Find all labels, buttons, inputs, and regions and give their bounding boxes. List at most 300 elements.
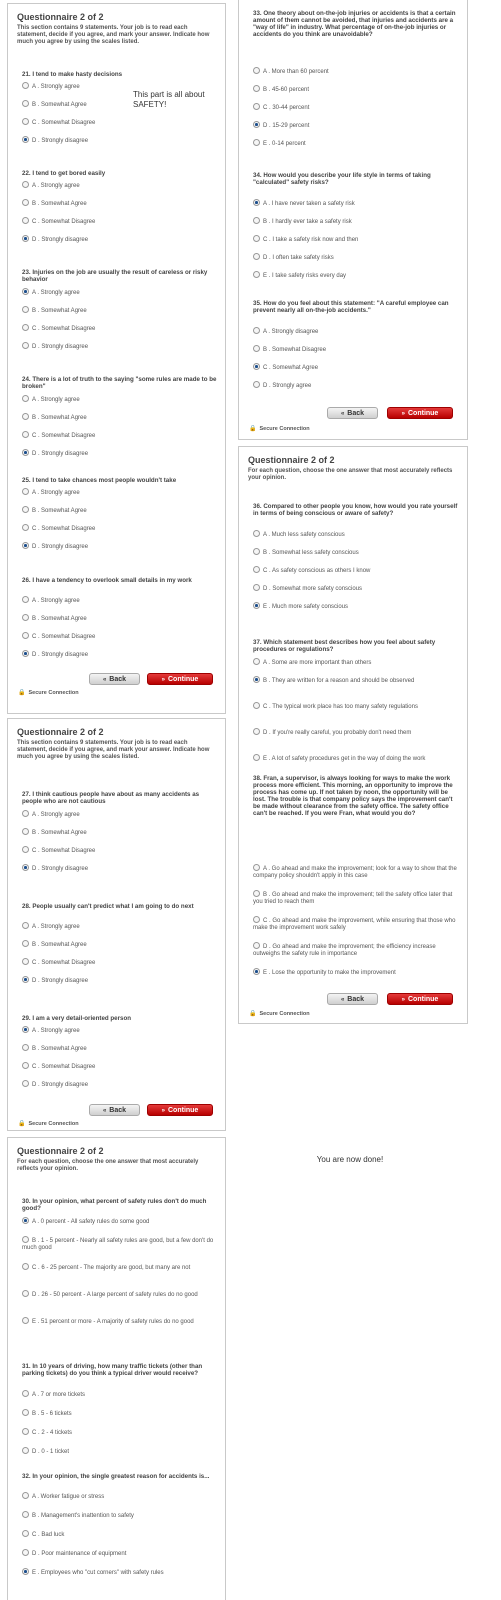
- option-label: D . Strongly disagree: [32, 237, 89, 244]
- radio-button[interactable]: [22, 1511, 29, 1518]
- secure-connection: 🔒 Secure Connection: [18, 690, 79, 696]
- question-text: 38. Fran, a supervisor, is always looking for ways to make the work process more efficient. This morning, an opportunity to improve the process has come up. If not taken by noon, the opportunity will be lost. The trouble is that company policy says the improvement can't be made without clearance from the safety office. The safety office can't be reached. If you were Fran, what would you do?: [253, 775, 453, 817]
- radio-button[interactable]: [253, 67, 260, 74]
- option-label: C . Somewhat Disagree: [32, 526, 96, 533]
- radio-button[interactable]: [22, 1568, 29, 1575]
- option-label: B . Somewhat Disagree: [263, 347, 327, 354]
- answer-option[interactable]: [22, 137, 219, 145]
- radio-button[interactable]: [22, 1290, 29, 1297]
- answer-option[interactable]: [22, 1569, 219, 1577]
- answer-option[interactable]: [253, 218, 461, 226]
- answer-option[interactable]: [253, 272, 461, 280]
- option-label: D . Strongly disagree: [32, 1082, 89, 1089]
- option-label: C . 30-44 percent: [263, 105, 310, 112]
- question-text: 22. I tend to get bored easily: [22, 170, 106, 177]
- answer-option[interactable]: [253, 703, 461, 711]
- radio-button[interactable]: [22, 1428, 29, 1435]
- radio-button[interactable]: [22, 596, 29, 603]
- back-button[interactable]: « Back: [89, 1104, 140, 1116]
- answer-option[interactable]: [22, 414, 219, 422]
- safety-note: This part is all about SAFETY!: [133, 90, 205, 109]
- radio-button[interactable]: [22, 488, 29, 495]
- option-label: A . Some are more important than others: [263, 660, 372, 667]
- radio-button[interactable]: [253, 85, 260, 92]
- back-button[interactable]: « Back: [327, 407, 378, 419]
- continue-button[interactable]: » Continue: [147, 1104, 213, 1116]
- question-p1-5: [22, 577, 219, 659]
- option-label: B . Somewhat Agree: [32, 102, 87, 109]
- option-label: A . Strongly agree: [32, 924, 80, 931]
- question-p3-1: [22, 1363, 219, 1456]
- radio-button[interactable]: [22, 1062, 29, 1069]
- radio-button[interactable]: [22, 1236, 29, 1243]
- answer-option[interactable]: [22, 847, 219, 855]
- option-label: B . Somewhat Agree: [32, 830, 87, 837]
- done-message: You are now done!: [316, 1155, 384, 1164]
- radio-button[interactable]: [22, 395, 29, 402]
- answer-option[interactable]: [22, 1512, 219, 1520]
- question-text: 33. One theory about on-the-job injuries or accidents is that a certain amount of them cannot be avoided, that injuries and accidents are a "way of life" in industry. What percentage of on-the-job injuries or accidents do you think are unavoidable?: [253, 10, 456, 38]
- radio-button[interactable]: [22, 1026, 29, 1033]
- option-label: D . Strongly disagree: [32, 866, 89, 873]
- question-text: 31. In 10 years of driving, how many traffic tickets (other than parking tickets) do you think a typical driver would receive?: [22, 1363, 203, 1377]
- answer-option[interactable]: [253, 346, 461, 354]
- radio-button[interactable]: [253, 530, 260, 537]
- answer-option[interactable]: [22, 633, 219, 641]
- question-text: 28. People usually can't predict what I am going to do next: [22, 903, 194, 910]
- radio-button[interactable]: [22, 1409, 29, 1416]
- radio-button[interactable]: [22, 524, 29, 531]
- option-label: C . Bad luck: [32, 1532, 65, 1539]
- chevron-right-icon: »: [401, 997, 405, 1003]
- question-text: 26. I have a tendency to overlook small details in my work: [22, 577, 192, 584]
- radio-button[interactable]: [22, 1317, 29, 1324]
- answer-option[interactable]: [253, 677, 461, 685]
- answer-option[interactable]: [22, 959, 219, 967]
- option-label: A . Strongly agree: [32, 290, 80, 297]
- radio-button[interactable]: [253, 658, 260, 665]
- option-label: B . Management's inattention to safety: [32, 1513, 134, 1520]
- secure-connection: 🔒 Secure Connection: [249, 426, 310, 432]
- panel-title: Questionnaire 2 of 2: [248, 455, 335, 465]
- answer-option[interactable]: [253, 531, 461, 539]
- radio-button[interactable]: [253, 121, 260, 128]
- radio-button[interactable]: [253, 253, 260, 260]
- option-label: B . Somewhat Agree: [32, 616, 87, 623]
- answer-option[interactable]: [22, 1429, 219, 1437]
- question-p3-2: [22, 1473, 219, 1577]
- option-label: A . Worker fatigue or stress: [32, 1494, 105, 1501]
- answer-option[interactable]: [253, 865, 461, 880]
- answer-option[interactable]: [253, 382, 461, 390]
- answer-option[interactable]: [253, 943, 461, 958]
- question-p1-4: [22, 477, 219, 551]
- radio-button[interactable]: [22, 846, 29, 853]
- option-label: A . Go ahead and make the improvement; look for a way to show that the company policy shouldn't apply in this case: [253, 866, 457, 880]
- answer-option[interactable]: [22, 450, 219, 458]
- radio-button[interactable]: [253, 890, 260, 897]
- chevron-left-icon: «: [102, 677, 107, 683]
- answer-option[interactable]: [253, 585, 461, 593]
- option-label: B . I hardly ever take a safety risk: [263, 219, 352, 226]
- answer-option[interactable]: [22, 507, 219, 515]
- answer-option[interactable]: [22, 218, 219, 226]
- answer-option[interactable]: [22, 182, 219, 190]
- option-label: C . Somewhat Disagree: [32, 1064, 96, 1071]
- option-label: A . Strongly agree: [32, 598, 80, 605]
- option-label: D . If you're really careful, you probably don't need them: [263, 730, 412, 737]
- secure-connection: 🔒 Secure Connection: [18, 1121, 79, 1127]
- answer-option[interactable]: [22, 811, 219, 819]
- radio-button[interactable]: [253, 103, 260, 110]
- continue-button[interactable]: » Continue: [387, 407, 453, 419]
- radio-button[interactable]: [22, 136, 29, 143]
- option-label: A . 7 or more tickets: [32, 1392, 86, 1399]
- lock-icon: 🔒: [18, 690, 26, 696]
- option-label: A . Strongly agree: [32, 397, 80, 404]
- answer-option[interactable]: [22, 1448, 219, 1456]
- answer-option[interactable]: [22, 200, 219, 208]
- back-button[interactable]: « Back: [327, 993, 378, 1005]
- option-label: A . I have never taken a safety risk: [263, 201, 355, 208]
- answer-option[interactable]: [253, 122, 461, 130]
- answer-option[interactable]: [22, 1081, 219, 1089]
- answer-option[interactable]: [253, 659, 461, 667]
- radio-button[interactable]: [22, 181, 29, 188]
- option-label: D . Strongly disagree: [32, 652, 89, 659]
- radio-button[interactable]: [253, 271, 260, 278]
- question-p4-1: [253, 172, 461, 280]
- answer-option[interactable]: [22, 489, 219, 497]
- radio-button[interactable]: [253, 363, 260, 370]
- answer-option[interactable]: [253, 969, 461, 977]
- option-label: A . Strongly agree: [32, 812, 80, 819]
- radio-button[interactable]: [253, 566, 260, 573]
- question-p1-1: [22, 170, 219, 244]
- radio-button[interactable]: [22, 306, 29, 313]
- option-label: A . Strongly agree: [32, 84, 80, 91]
- option-label: B . Somewhat Agree: [32, 201, 87, 208]
- option-label: E . A lot of safety procedures get in the way of doing the work: [263, 756, 426, 763]
- radio-button[interactable]: [253, 728, 260, 735]
- option-label: C . 2 - 4 tickets: [32, 1430, 73, 1437]
- option-label: C . As safety conscious as others I know: [263, 568, 371, 575]
- questionnaire-panel-1: [7, 3, 226, 714]
- answer-option[interactable]: [253, 917, 461, 932]
- panel-intro: This section contains 9 statements. Your job is to read each statement, decide if you agree, and mark your answer. Indicate how much you agree by using the scales listed.: [17, 740, 210, 760]
- question-p2-0: [22, 791, 219, 873]
- option-label: B . 5 - 6 tickets: [32, 1411, 72, 1418]
- radio-button[interactable]: [253, 584, 260, 591]
- option-label: B . 45-60 percent: [263, 87, 310, 94]
- answer-option[interactable]: [22, 1391, 219, 1399]
- option-label: A . Strongly agree: [32, 183, 80, 190]
- answer-option[interactable]: [22, 325, 219, 333]
- answer-option[interactable]: [22, 1045, 219, 1053]
- option-label: B . They are written for a reason and should be observed: [263, 678, 415, 685]
- option-label: B . Go ahead and make the improvement; tell the safety office later that you tried to reach them: [253, 892, 453, 906]
- radio-button[interactable]: [22, 632, 29, 639]
- answer-option[interactable]: [22, 1410, 219, 1418]
- question-p4-0: [253, 10, 461, 148]
- radio-button[interactable]: [22, 199, 29, 206]
- option-label: B . Somewhat Agree: [32, 415, 87, 422]
- radio-button[interactable]: [253, 327, 260, 334]
- radio-button[interactable]: [22, 976, 29, 983]
- radio-button[interactable]: [253, 602, 260, 609]
- option-label: C . Somewhat Disagree: [32, 326, 96, 333]
- question-text: 30. In your opinion, what percent of safety rules don't do much good?: [22, 1198, 207, 1212]
- panel-intro-opinion: For each question, choose the one answer that most accurately reflects your opinion.: [248, 468, 453, 481]
- answer-option[interactable]: [22, 977, 219, 985]
- question-text: 27. I think cautious people have about as many accidents as people who are not cautious: [22, 791, 200, 805]
- option-label: C . Somewhat Disagree: [32, 848, 96, 855]
- answer-option[interactable]: [253, 86, 461, 94]
- continue-button[interactable]: » Continue: [147, 673, 213, 685]
- questionnaire-panel-3: [7, 1137, 226, 1600]
- question-text: 36. Compared to other people you know, how would you rate yourself in terms of being conscious or aware of safety?: [253, 503, 458, 517]
- answer-option[interactable]: [253, 104, 461, 112]
- radio-button[interactable]: [22, 118, 29, 125]
- radio-button[interactable]: [22, 1530, 29, 1537]
- question-text: 25. I tend to take chances most people wouldn't take: [22, 477, 177, 484]
- option-label: D . Strongly disagree: [32, 978, 89, 985]
- question-text: 29. I am a very detail-oriented person: [22, 1015, 132, 1022]
- answer-option[interactable]: [22, 597, 219, 605]
- chevron-right-icon: »: [161, 1108, 165, 1114]
- radio-button[interactable]: [253, 754, 260, 761]
- radio-button[interactable]: [22, 1263, 29, 1270]
- radio-button[interactable]: [22, 235, 29, 242]
- question-text: 32. In your opinion, the single greatest reason for accidents is...: [22, 1473, 210, 1480]
- answer-option[interactable]: [22, 119, 219, 127]
- radio-button[interactable]: [253, 702, 260, 709]
- radio-button[interactable]: [22, 82, 29, 89]
- question-text: 37. Which statement best describes how you feel about safety procedures or regulations?: [253, 639, 436, 653]
- radio-button[interactable]: [22, 864, 29, 871]
- chevron-left-icon: «: [102, 1108, 107, 1114]
- answer-option[interactable]: [22, 396, 219, 404]
- radio-button[interactable]: [253, 916, 260, 923]
- option-label: A . Strongly agree: [32, 490, 80, 497]
- panel-intro: This section contains 9 statements. Your job is to read each statement, decide if you agree, and mark your answer. Indicate how much you agree by using the scales listed.: [17, 25, 210, 45]
- radio-button[interactable]: [22, 828, 29, 835]
- question-p5-1: [253, 639, 461, 763]
- question-text: 35. How do you feel about this statement: "A careful employee can prevent nearly all on-the-job accidents.": [253, 300, 449, 314]
- radio-button[interactable]: [22, 324, 29, 331]
- answer-option[interactable]: [22, 543, 219, 551]
- answer-option[interactable]: [253, 729, 461, 737]
- radio-button[interactable]: [22, 1492, 29, 1499]
- answer-option[interactable]: [253, 755, 461, 763]
- answer-option[interactable]: [253, 140, 461, 148]
- answer-option[interactable]: [22, 829, 219, 837]
- radio-button[interactable]: [22, 431, 29, 438]
- answer-option[interactable]: [22, 432, 219, 440]
- option-label: D . Go ahead and make the improvement; the efficiency increase outweighs the safety rule in importance: [253, 944, 436, 958]
- secure-connection: 🔒 Secure Connection: [249, 1011, 310, 1017]
- answer-option[interactable]: [253, 328, 461, 336]
- option-label: C . Somewhat Disagree: [32, 219, 96, 226]
- answer-option[interactable]: [22, 651, 219, 659]
- option-label: E . Employees who "cut corners" with safety rules: [32, 1570, 164, 1577]
- radio-button[interactable]: [22, 217, 29, 224]
- answer-option[interactable]: [22, 525, 219, 533]
- question-text: 24. There is a lot of truth to the saying "some rules are made to be broken": [22, 376, 217, 390]
- answer-option[interactable]: [22, 307, 219, 315]
- option-label: C . Somewhat Disagree: [32, 433, 96, 440]
- radio-button[interactable]: [22, 958, 29, 965]
- option-label: D . I often take safety risks: [263, 255, 334, 262]
- panel-title: Questionnaire 2 of 2: [17, 12, 104, 22]
- option-label: C . Somewhat Disagree: [32, 634, 96, 641]
- panel-title: Questionnaire 2 of 2: [17, 1146, 104, 1156]
- radio-button[interactable]: [22, 1549, 29, 1556]
- radio-button[interactable]: [253, 381, 260, 388]
- answer-option[interactable]: [253, 891, 461, 906]
- option-label: D . Strongly disagree: [32, 544, 89, 551]
- option-label: E . I take safety risks every day: [263, 273, 347, 280]
- answer-option[interactable]: [253, 254, 461, 262]
- answer-option[interactable]: [22, 1318, 219, 1326]
- option-label: D . Strongly disagree: [32, 451, 89, 458]
- option-label: A . Much less safety conscious: [263, 532, 345, 539]
- radio-button[interactable]: [22, 1390, 29, 1397]
- continue-button[interactable]: » Continue: [387, 993, 453, 1005]
- option-label: A . More than 60 percent: [263, 69, 329, 76]
- question-text: 23. Injuries on the job are usually the result of careless or risky behavior: [22, 269, 208, 283]
- question-p3-0: [22, 1198, 219, 1326]
- option-label: D . 15-29 percent: [263, 123, 310, 130]
- answer-option[interactable]: [22, 1237, 219, 1252]
- radio-button[interactable]: [22, 542, 29, 549]
- radio-button[interactable]: [253, 548, 260, 555]
- radio-button[interactable]: [22, 413, 29, 420]
- answer-option[interactable]: [22, 1291, 219, 1299]
- questionnaire-panel-5: [238, 446, 468, 1024]
- panel-title: Questionnaire 2 of 2: [17, 727, 104, 737]
- radio-button[interactable]: [253, 864, 260, 871]
- option-label: B . Somewhat Agree: [32, 942, 87, 949]
- radio-button[interactable]: [22, 1447, 29, 1454]
- answer-option[interactable]: [22, 1531, 219, 1539]
- question-p4-2: [253, 300, 461, 390]
- lock-icon: 🔒: [249, 1011, 257, 1017]
- question-p2-1: [22, 903, 219, 985]
- panel-intro-opinion: For each question, choose the one answer that most accurately reflects your opinion.: [17, 1159, 199, 1172]
- radio-button[interactable]: [22, 1080, 29, 1087]
- option-label: B . Somewhat less safety conscious: [263, 550, 359, 557]
- option-label: D . Somewhat more safety conscious: [263, 586, 363, 593]
- back-button[interactable]: « Back: [89, 673, 140, 685]
- questionnaire-panel-4: [238, 0, 468, 440]
- radio-button[interactable]: [22, 1044, 29, 1051]
- option-label: D . Strongly disagree: [32, 138, 89, 145]
- radio-button[interactable]: [253, 968, 260, 975]
- answer-option[interactable]: [22, 923, 219, 931]
- radio-button[interactable]: [22, 342, 29, 349]
- option-label: C . The typical work place has too many safety regulations: [263, 704, 418, 711]
- radio-button[interactable]: [22, 506, 29, 513]
- answer-option[interactable]: [22, 343, 219, 351]
- radio-button[interactable]: [253, 676, 260, 683]
- answer-option[interactable]: [22, 615, 219, 623]
- question-p1-3: [22, 376, 219, 458]
- answer-option[interactable]: [22, 1218, 219, 1226]
- chevron-left-icon: «: [340, 997, 345, 1003]
- answer-option[interactable]: [22, 865, 219, 873]
- radio-button[interactable]: [22, 449, 29, 456]
- radio-button[interactable]: [22, 100, 29, 107]
- radio-button[interactable]: [253, 235, 260, 242]
- answer-option[interactable]: [253, 549, 461, 557]
- question-p2-2: [22, 1015, 219, 1089]
- chevron-right-icon: »: [401, 411, 405, 417]
- option-label: E . 0-14 percent: [263, 141, 306, 148]
- answer-option[interactable]: [22, 1027, 219, 1035]
- option-label: C . I take a safety risk now and then: [263, 237, 359, 244]
- lock-icon: 🔒: [249, 426, 257, 432]
- radio-button[interactable]: [22, 650, 29, 657]
- answer-option[interactable]: [22, 1550, 219, 1558]
- option-label: C . Somewhat Disagree: [32, 120, 96, 127]
- option-label: A . 0 percent - All safety rules do some good: [32, 1219, 150, 1226]
- answer-option[interactable]: [22, 941, 219, 949]
- chevron-right-icon: »: [161, 677, 165, 683]
- question-p1-2: [22, 269, 219, 351]
- radio-button[interactable]: [253, 217, 260, 224]
- answer-option[interactable]: [22, 101, 219, 109]
- radio-button[interactable]: [253, 139, 260, 146]
- radio-button[interactable]: [253, 942, 260, 949]
- answer-option[interactable]: [22, 83, 219, 91]
- answer-option[interactable]: [22, 289, 219, 297]
- answer-option[interactable]: [253, 200, 461, 208]
- radio-button[interactable]: [22, 940, 29, 947]
- option-label: B . Somewhat Agree: [32, 308, 87, 315]
- radio-button[interactable]: [253, 199, 260, 206]
- option-label: C . Somewhat Agree: [263, 365, 319, 372]
- radio-button[interactable]: [22, 288, 29, 295]
- chevron-left-icon: «: [340, 411, 345, 417]
- answer-option[interactable]: [22, 236, 219, 244]
- answer-option[interactable]: [253, 603, 461, 611]
- option-label: D . Poor maintenance of equipment: [32, 1551, 127, 1558]
- radio-button[interactable]: [253, 345, 260, 352]
- answer-option[interactable]: [253, 364, 461, 372]
- answer-option[interactable]: [22, 1264, 219, 1272]
- answer-option[interactable]: [22, 1493, 219, 1501]
- option-label: E . Lose the opportunity to make the improvement: [263, 970, 396, 977]
- answer-option[interactable]: [253, 236, 461, 244]
- question-text: 21. I tend to make hasty decisions: [22, 71, 123, 78]
- option-label: A . Strongly disagree: [263, 329, 319, 336]
- option-label: E . 51 percent or more - A majority of safety rules do no good: [32, 1319, 194, 1326]
- answer-option[interactable]: [22, 1063, 219, 1071]
- radio-button[interactable]: [22, 810, 29, 817]
- radio-button[interactable]: [22, 614, 29, 621]
- option-label: C . Go ahead and make the improvement, while ensuring that those who make the improvement work safely: [253, 918, 456, 932]
- lock-icon: 🔒: [18, 1121, 26, 1127]
- radio-button[interactable]: [22, 1217, 29, 1224]
- radio-button[interactable]: [22, 922, 29, 929]
- answer-option[interactable]: [253, 68, 461, 76]
- question-p5-0: [253, 503, 461, 611]
- answer-option[interactable]: [253, 567, 461, 575]
- question-text: 34. How would you describe your life style in terms of taking "calculated" safety risks?: [253, 172, 431, 186]
- option-label: D . 26 - 50 percent - A large percent of safety rules do no good: [32, 1292, 198, 1299]
- option-label: C . Somewhat Disagree: [32, 960, 96, 967]
